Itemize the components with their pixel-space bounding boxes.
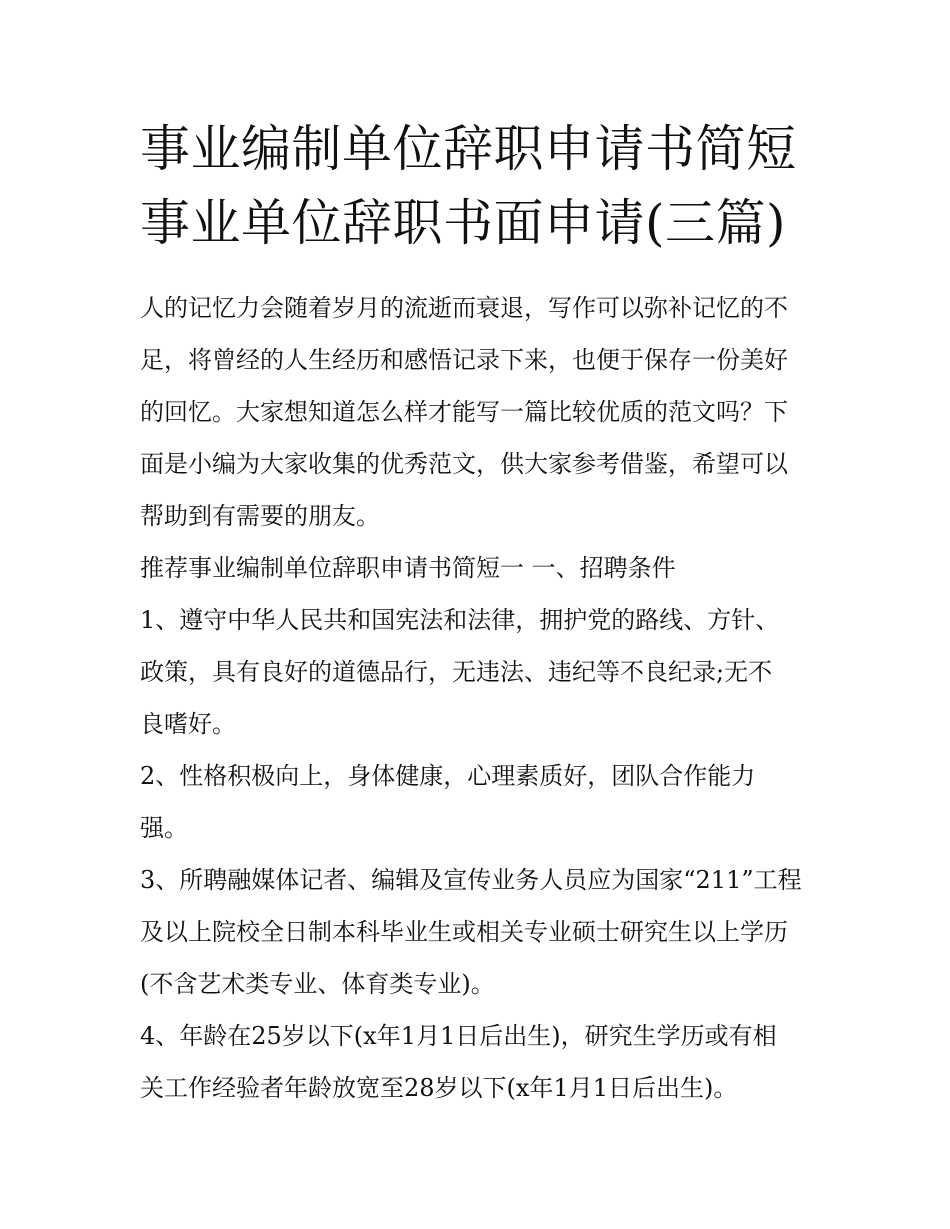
text-line: 1、遵守中华人民共和国宪法和法律，拥护党的路线、方针、 [140, 606, 780, 634]
text-line: 人的记忆力会随着岁月的流逝而衰退，写作可以弥补记忆的不 [140, 294, 788, 322]
text-line: 足，将曾经的人生经历和感悟记录下来，也便于保存一份美好 [140, 346, 788, 374]
title-line: 事业单位辞职书面申请(三篇) [140, 194, 787, 252]
condition-item-4 [140, 1010, 820, 1114]
text-line: 及以上院校全日制本科毕业生或相关专业硕士研究生以上学历 [140, 918, 788, 946]
text-line: 强。 [140, 814, 188, 842]
section-heading [140, 542, 820, 594]
text-line: 面是小编为大家收集的优秀范文，供大家参考借鉴，希望可以 [140, 450, 788, 478]
text-line: 良嗜好。 [140, 710, 236, 738]
text-line: 推荐事业编制单位辞职申请书简短一 一、招聘条件 [140, 554, 676, 582]
text-line: 的回忆。大家想知道怎么样才能写一篇比较优质的范文吗？下 [140, 398, 788, 426]
text-line: 帮助到有需要的朋友。 [140, 502, 380, 530]
intro-paragraph [140, 282, 820, 542]
text-line: 关工作经验者年龄放宽至28岁以下(x年1月1日后出生)。 [140, 1074, 738, 1102]
text-line: 4、年龄在25岁以下(x年1月1日后出生)，研究生学历或有相 [140, 1022, 777, 1050]
text-line: 政策，具有良好的道德品行，无违法、违纪等不良纪录;无不 [140, 658, 773, 686]
condition-item-1 [140, 594, 820, 750]
document-body [140, 282, 820, 1114]
text-line: 3、所聘融媒体记者、编辑及宣传业务人员应为国家“211”工程 [140, 866, 802, 894]
condition-item-2 [140, 750, 820, 854]
title-line: 事业编制单位辞职申请书简短 [140, 120, 797, 178]
text-line: 2、性格积极向上，身体健康，心理素质好，团队合作能力 [140, 762, 756, 790]
document-page [140, 112, 820, 1114]
document-title [140, 112, 820, 260]
text-line: (不含艺术类专业、体育类专业)。 [140, 970, 495, 998]
condition-item-3 [140, 854, 820, 1010]
